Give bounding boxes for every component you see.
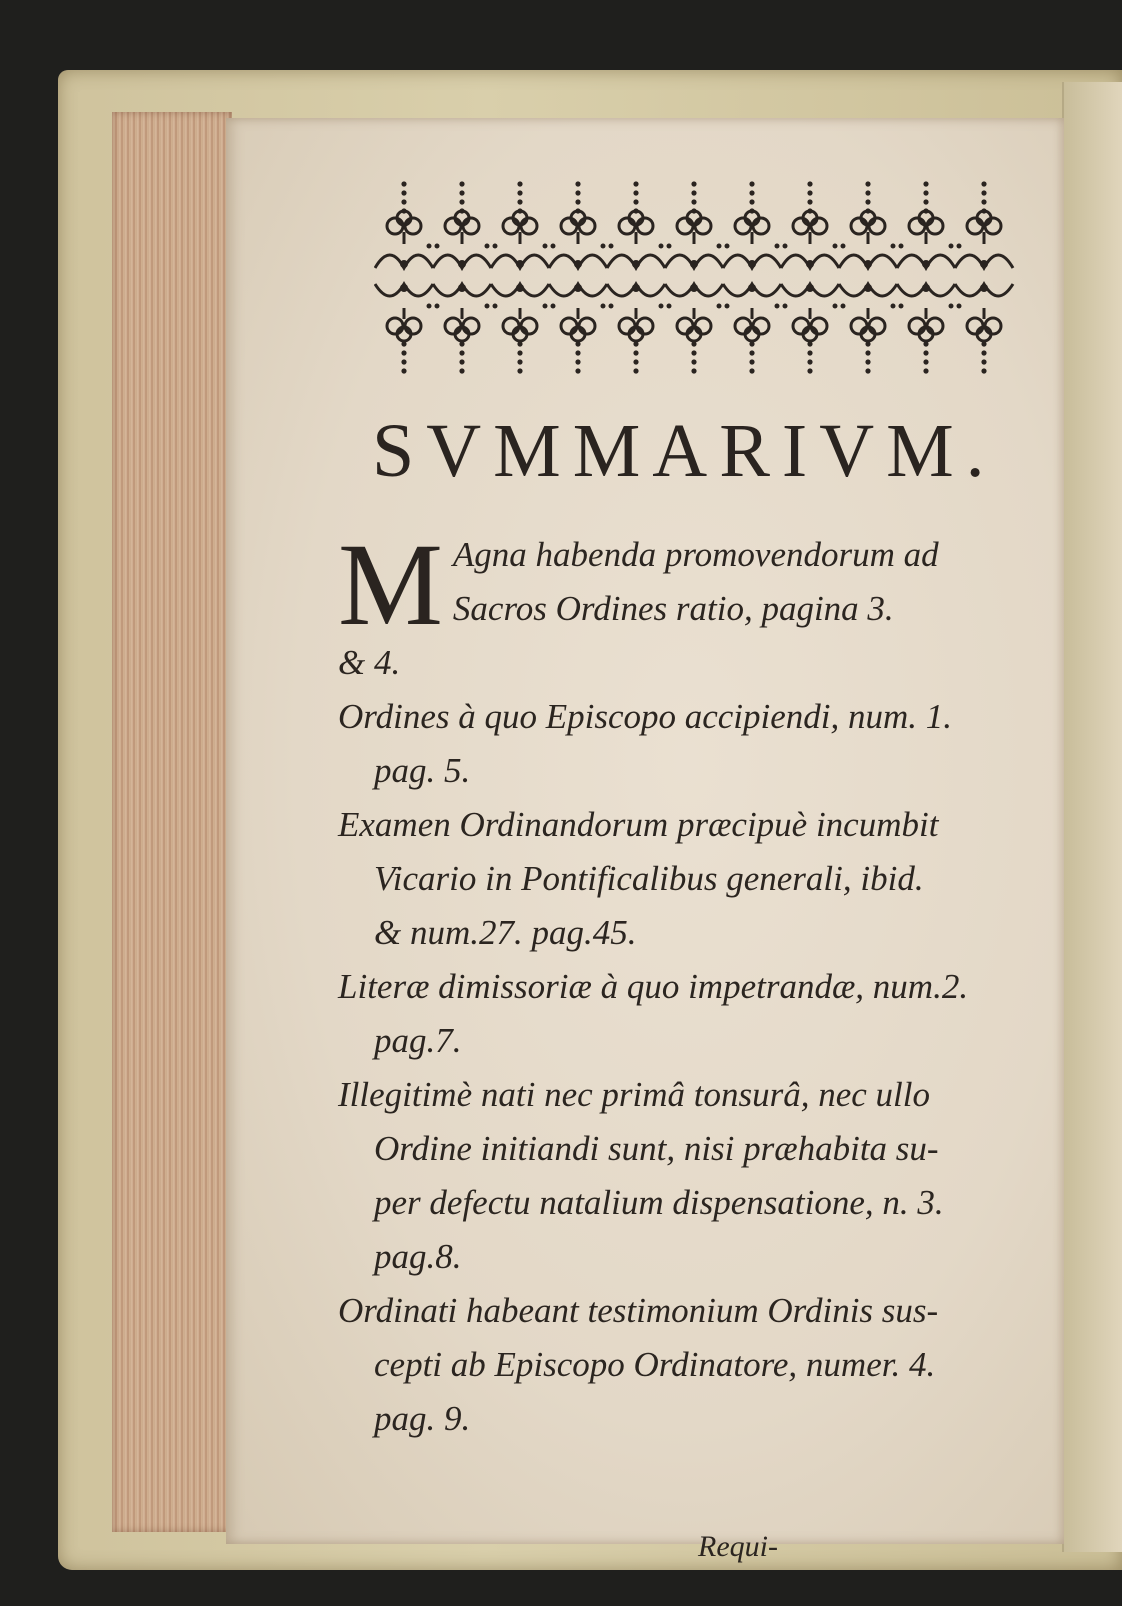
book-page — [226, 118, 1064, 1544]
summary-entry — [338, 1284, 1038, 1446]
entry-line: & num.27. pag.45. — [374, 913, 637, 952]
adjacent-page — [1062, 82, 1122, 1552]
entry-line: Agna habenda promovendorum ad — [452, 535, 939, 574]
entry-line: Literæ dimissoriæ à quo impetrandæ, num.2. — [338, 967, 969, 1006]
entry-line: per defectu natalium dispensatione, n. 3. — [374, 1183, 944, 1222]
entry-line: Ordinati habeant testimonium Ordinis sus- — [338, 1291, 939, 1330]
summary-entry — [338, 1068, 1038, 1284]
entry-line: pag. 9. — [374, 1399, 471, 1438]
entry-line: Ordines à quo Episcopo accipiendi, num. 1. — [338, 697, 953, 736]
entry-line: Illegitimè nati nec primâ tonsurâ, nec ullo — [338, 1075, 930, 1114]
catchword: Requi- — [698, 1530, 778, 1563]
summary-entry — [338, 519, 1038, 690]
entry-line: cepti ab Episcopo Ordinatore, numer. 4. — [374, 1345, 936, 1384]
summary-entry — [338, 960, 1038, 1068]
drop-cap: M — [338, 519, 443, 650]
page-edges — [112, 112, 232, 1532]
summary-entry — [338, 690, 1038, 798]
entry-line: & 4. — [338, 643, 401, 682]
entry-line: Sacros Ordines ratio, pagina 3. — [452, 589, 894, 628]
fleuron-band-ornament — [374, 176, 1018, 384]
entry-line: pag. 5. — [374, 751, 471, 790]
page-title: SVMMARIVM. — [372, 409, 997, 493]
entry-line: pag.7. — [374, 1021, 462, 1060]
entry-line: pag.8. — [374, 1237, 462, 1276]
entry-line: Ordine initiandi sunt, nisi præhabita su- — [374, 1129, 939, 1168]
summary-entry — [338, 798, 1038, 960]
entry-line: Examen Ordinandorum præcipuè incumbit — [338, 805, 939, 844]
summary-entries — [338, 519, 1038, 1446]
entry-line: Vicario in Pontificalibus generali, ibid. — [374, 859, 924, 898]
